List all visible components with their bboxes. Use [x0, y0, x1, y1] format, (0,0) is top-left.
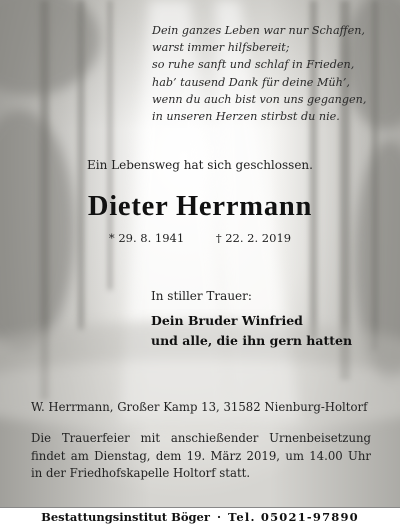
mourners	[151, 311, 352, 350]
poem-line: hab’ tausend Dank für deine Müh’,	[152, 75, 350, 89]
birth-date: * 29. 8. 1941	[108, 231, 185, 245]
intro-text: Ein Lebensweg hat sich geschlossen.	[87, 158, 313, 172]
funeral-home-name: Bestattungsinstitut Böger	[41, 510, 210, 524]
poem-line: warst immer hilfsbereit;	[152, 41, 290, 55]
address: W. Herrmann, Großer Kamp 13, 31582 Nienburg-Holtorf	[31, 400, 368, 414]
deceased-name: Dieter Herrmann	[87, 191, 313, 222]
mourner-line: und alle, die ihn gern hatten	[151, 332, 353, 348]
funeral-home-footer	[0, 507, 400, 525]
poem-line: wenn du auch bist von uns gegangen,	[152, 92, 367, 106]
footer-separator: ·	[216, 510, 221, 524]
funeral-home-phone: Tel. 05021-97890	[227, 510, 359, 524]
poem-line: Dein ganzes Leben war nur Schaffen,	[152, 24, 365, 37]
poem	[152, 22, 392, 125]
life-dates	[0, 231, 400, 245]
poem-line: in unseren Herzen stirbst du nie.	[152, 110, 340, 124]
poem-line: so ruhe sanft und schlaf in Frieden,	[152, 58, 355, 72]
mourner-line: Dein Bruder Winfried	[151, 313, 303, 328]
ceremony-details: Die Trauerfeier mit anschießender Urnenbeisetzung findet am Dienstag, dem 19. März 2019, um 14.00 Uhr in der Friedhofskapelle Holtorf statt.	[31, 431, 371, 480]
mourning-label: In stiller Trauer:	[151, 289, 252, 303]
death-date: † 22. 2. 2019	[215, 231, 292, 245]
